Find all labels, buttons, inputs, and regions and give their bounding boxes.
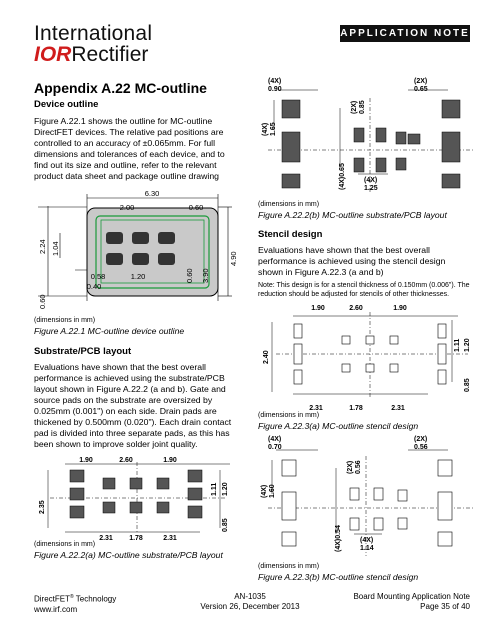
sub-a-bot1: 2.31 xyxy=(99,535,113,542)
sub-a-top3: 1.90 xyxy=(163,457,177,464)
device-outline-figure xyxy=(30,186,245,316)
sub-a-bot3: 2.31 xyxy=(163,535,177,542)
fig2b-dims-note: (dimensions in mm) xyxy=(258,201,320,208)
dim-h-490: 4.90 xyxy=(229,251,238,266)
device-outline-text: Figure A.22.1 shows the outline for MC-outline DirectFET devices. The relative pad positions are controlled to an accuracy of ±0.065mm. For full dimensions and tolerances of each device, and to find out its size and outline, refer to the relevant product data sheet and package outline drawing xyxy=(34,116,225,181)
dim-h-390: 3.90 xyxy=(201,268,210,283)
sten-a-right2: 1.20 xyxy=(464,338,471,352)
sten-a-top3: 1.90 xyxy=(393,305,407,312)
dim-b-120: 1.20 xyxy=(130,272,146,281)
sub-b-d2: 0.85 xyxy=(359,100,366,114)
footer-left xyxy=(34,592,116,615)
footer-product-suffix: Technology xyxy=(73,594,117,604)
sten-b-e: (4X)0.54 xyxy=(335,525,342,552)
sub-b-f2: 1.25 xyxy=(364,185,378,192)
stencil-note: Note: This design is for a stencil thickness of 0.150mm (0.006"). The reduction should be adjusted for stencils of other thicknesses. xyxy=(258,282,470,298)
fig3b-caption: Figure A.22.3(b) MC-outline stencil design xyxy=(258,572,419,582)
sten-a-top2: 2.60 xyxy=(349,305,363,312)
fig3b-dims-note: (dimensions in mm) xyxy=(258,563,320,570)
dim-h-224: 2.24 xyxy=(38,239,47,254)
logo-rectifier xyxy=(34,43,148,67)
sub-a-right1: 1.11 xyxy=(211,482,218,496)
stencil-layout-a-figure xyxy=(258,302,478,397)
sub-b-f: (4X) xyxy=(364,177,378,184)
sten-a-top1: 1.90 xyxy=(311,305,325,312)
sub-b-b: (2X) xyxy=(414,78,428,85)
sub-b-e: (4X)0.65 xyxy=(339,163,346,190)
logo-international: International xyxy=(34,22,153,45)
registered-mark: ® xyxy=(70,594,74,600)
fig3a-dims-note: (dimensions in mm) xyxy=(258,412,320,419)
sten-b-f2: 1.14 xyxy=(360,545,374,552)
sub-b-d: (2X) xyxy=(351,100,358,114)
dim-pad-span: 2.00 xyxy=(119,203,135,212)
sten-b-d: (2X) xyxy=(347,460,354,474)
stencil-heading: Stencil design xyxy=(258,229,323,240)
sten-b-d2: 0.56 xyxy=(355,460,362,474)
sub-b-c: (4X) xyxy=(262,122,269,136)
sten-b-c: (4X) xyxy=(261,484,268,498)
sten-b-f: (4X) xyxy=(360,537,374,544)
dim-h-104: 1.04 xyxy=(51,241,60,256)
dim-h-060a: 0.60 xyxy=(38,294,47,309)
section-title: Appendix A.22 MC-outline xyxy=(34,80,207,96)
stencil-layout-b-figure xyxy=(258,434,478,559)
stencil-text: Evaluations have shown that the best overall performance is achieved using the stencil design shown in Figure A.22.3 (a and b) xyxy=(258,245,446,277)
footer-page: Page 35 of 40 xyxy=(420,602,470,611)
sten-b-a: (4X) xyxy=(268,436,282,443)
sten-a-bot2: 1.78 xyxy=(349,405,363,412)
sten-a-bot1: 2.31 xyxy=(309,405,323,412)
fig3a-caption: Figure A.22.3(a) MC-outline stencil design xyxy=(258,421,419,431)
substrate-heading: Substrate/PCB layout xyxy=(34,346,132,357)
sten-b-c2: 1.60 xyxy=(269,484,276,498)
sub-b-b2: 0.65 xyxy=(414,86,428,93)
dim-b-040: 0.40 xyxy=(86,282,102,291)
sub-a-left: 2.35 xyxy=(39,500,46,514)
fig1-dims-note: (dimensions in mm) xyxy=(34,317,96,324)
sub-a-right3: 0.85 xyxy=(222,518,229,532)
sub-b-c2: 1.65 xyxy=(270,122,277,136)
footer-product: DirectFET xyxy=(34,594,70,604)
dim-edge: 0.60 xyxy=(188,203,204,212)
fig2a-caption: Figure A.22.2(a) MC-outline substrate/PCB layout xyxy=(34,550,223,560)
fig2b-caption: Figure A.22.2(b) MC-outline substrate/PCB layout xyxy=(258,210,447,220)
dim-h-060b: 0.60 xyxy=(185,268,194,283)
substrate-layout-a-figure xyxy=(30,457,245,542)
sub-a-bot2: 1.78 xyxy=(129,535,143,542)
footer-url[interactable]: www.irf.com xyxy=(34,604,78,614)
sten-a-right3: 0.85 xyxy=(464,378,471,392)
sten-b-b: (2X) xyxy=(414,436,428,443)
ior-logo-mark: IOR xyxy=(34,43,72,66)
sten-a-left: 2.40 xyxy=(263,350,270,364)
footer-doc-title: Board Mounting Application Note xyxy=(353,592,470,601)
sub-a-top2: 2.60 xyxy=(119,457,133,464)
fig1-caption: Figure A.22.1 MC-outline device outline xyxy=(34,326,185,336)
footer-version: Version 26, December 2013 xyxy=(200,602,300,611)
dim-b-058: 0.58 xyxy=(90,272,106,281)
logo-rectifier-text: Rectifier xyxy=(71,43,149,66)
sub-b-a2: 0.90 xyxy=(268,86,282,93)
fig2a-dims-note: (dimensions in mm) xyxy=(34,541,96,548)
application-note-badge: APPLICATION NOTE xyxy=(340,25,470,42)
sten-a-right1: 1.11 xyxy=(454,338,461,352)
sten-a-bot3: 2.31 xyxy=(391,405,405,412)
sten-b-a2: 0.70 xyxy=(268,444,282,451)
footer-right xyxy=(300,592,470,612)
sub-b-a: (4X) xyxy=(268,78,282,85)
footer-doc-id: AN-1035 xyxy=(234,592,266,601)
substrate-layout-b-figure xyxy=(258,78,478,198)
sten-b-b2: 0.56 xyxy=(414,444,428,451)
sub-a-right2: 1.20 xyxy=(222,482,229,496)
device-outline-heading: Device outline xyxy=(34,99,99,110)
sub-a-top1: 1.90 xyxy=(79,457,93,464)
substrate-text: Evaluations have shown that the best overall performance is achieved using the substrate/PCB layout shown in Figure A.22.2 (a and b). Gate and source pads on the substrate are oversized by 0.025mm (0.001") on each side. Drain pads are thickened by 0.500mm (0.020"). Each drain contact pad is divided into three separate pads, as this has been shown to improve solder joint quality. xyxy=(34,362,232,449)
dim-width-total: 6.30 xyxy=(144,189,160,198)
